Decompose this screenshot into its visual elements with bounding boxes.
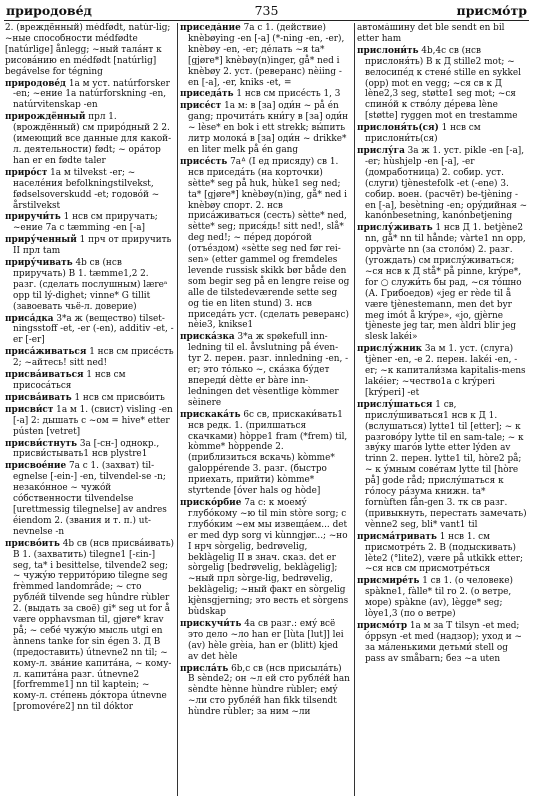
dictionary-entry <box>5 212 174 234</box>
entry-definition: 2. (вреждённый) médfødt, natúr-lig; ~ные способности médfødte [natúrlige] ånlegg; ~ный тала́нт к рисова́нию en médfødt [natúrlig] begávelse for tégning <box>5 23 171 77</box>
dictionary-entry <box>357 123 528 145</box>
dictionary-entry <box>5 112 174 167</box>
dictionary-entry <box>357 344 528 399</box>
dictionary-entry <box>5 168 174 212</box>
entry-definition: 1a м за Т tilsyn -et med; óppsyn -et med (надзор); уход и ~ за ма́ленькими детьми́ stell og pass av småbarn; без ~а uten <box>365 620 522 664</box>
entry-definition: 7a с 1. (действие) knèbøying -en [-a] (*-ning -en, -er), knèbøy -en, -er; де́лать ~я ta* [gjøre*] knèbøy(n)inger, gå* ned i knèbøy 2. уст. (реверанс) nèiing -en [-a], -er, kniks -et, = <box>188 23 345 88</box>
dictionary-entry <box>180 157 350 332</box>
entry-definition: 1 нсв см присе́сть 2; ~айтесь! sitt ned! <box>13 347 174 369</box>
dictionary-entry <box>5 439 174 461</box>
dictionary-entry <box>5 23 174 78</box>
entry-definition: прл 1. (врождённый) см приро́дный 2 2. (имеющий все данные для какой-л. деятельности) født; ~ ора́тор han er en fødte taler <box>13 112 172 166</box>
headword: приручи́ть <box>5 212 61 223</box>
dictionary-entry <box>5 539 174 714</box>
dictionary-entry <box>180 498 350 618</box>
entry-definition: 1 прч от приручить II прл tam <box>13 235 172 257</box>
headword: присмире́ть <box>357 576 420 587</box>
dictionary-entry <box>5 235 174 257</box>
dictionary-entry <box>180 619 350 663</box>
headword: присла́ть <box>180 663 229 674</box>
headword: прислу́жник <box>357 344 423 355</box>
headword: присма́тривать <box>357 531 437 542</box>
headword: приска́зка <box>180 332 235 343</box>
headword: присмо́тр <box>357 620 408 631</box>
headword: прислоня́ть(ся) <box>357 123 439 134</box>
column-3 <box>357 23 528 798</box>
column-divider-1 <box>177 23 178 796</box>
entry-definition: 1 св, прислу́шиваться1 нсв к Д 1. (вслушаться) lytte1 til [etter]; ~ к разгово́ру lytte til en sam-tale; ~ к зву́ку шаго́в lytte etter lýden av trinn 2. перен. lytte1 til, hòre2 på; ~ к у́мным сове́там lytte til [hòre på] gode råd; прислу́шаться к го́лосу ра́зума книжн. ta* fornùften fån-gen 3. тк св разг. (привыкнуть, перестать замечать) vènne2 seg, bli* vant1 til <box>365 399 527 530</box>
dictionary-entry <box>357 621 528 665</box>
entry-definition: 3a м 1. уст. (слуга) tjèner -en, -e 2. перен. lakéi -en, -er; ~к капитали́зма kapitalis-mens lakéier; ~чество1a с krýperi [krýperi] -et <box>365 344 526 398</box>
entry-definition: 1 нсв 1. см присмотре́ть 2. В (подыскивать) lète2 (°lite2), være på utkikk etter; ~ся нсв см присмотре́ться <box>365 531 523 575</box>
dictionary-entry <box>5 461 174 537</box>
entry-definition: 1a м 1. (свист) visling -en [-a] 2: дышать с ~ом = hive* etter pústen [vetret] <box>13 404 173 437</box>
headword: приседа́ть <box>180 89 234 100</box>
entry-definition: 4b св (нсв присва́ивать) В 1. (захватить) tilegne1 [-ɛin-] seg, ta* i besittelse, tilvende2 seg; ~ чужу́ю террито́рию tilegne seg frèmmed landomrâde; ~ сто рубле́й tilvende seg hûndre rùbler 2. (выдать за своё) gi* seg ut for å være opphavsman til, gjøre* krav på; ~ себе́ чужу́ю мысль utgi en ànnens tanke for sin égen 3. Д В (предоставить) útnevne2 nn til; ~ кому-л. зва́ние капита́на, ~ кому-л. капита́на разг. útnevne2 [forfremme1] nn til kaptein; ~ кому-л. сте́пень до́ктора útnevne [promovére2] nn til dóktor <box>13 538 174 713</box>
header-left-guide-word: природове́д <box>6 3 92 18</box>
entry-definition: 7a с 1. (захват) til-egnelse [-ein-] -en, tilvendel-se -n; незако́нное ~ чужо́й со́бственности tilvendelse [urettmessig tilegnelse] av andres éiendom 2. (звания и т. п.) ut-nevnelse -n <box>13 461 167 537</box>
headword: приру́ченный <box>5 235 77 246</box>
header-right-guide-word: присмо́тр <box>456 3 527 18</box>
headword: приро́ст <box>5 167 48 178</box>
dictionary-entry <box>357 223 528 343</box>
headword: приседа́ние <box>180 23 241 33</box>
entry-definition: 1 св 1. (о человеке) spàkne1, fàlle* til ro 2. (о ветре, море) spàkne (av), lègge* seg; lòye1,3 (по о ветре) <box>365 576 513 620</box>
entry-definition: 4b,4c св (нсв прислоня́ть) В к Д stille2 mot; ~ велосипе́д к стене́ stille en sykkel (opp) mot en vegg; ~ся св к Д lène2,3 seg, støtte1 seg mot; ~ся спино́й к ство́лу де́рева lène [støtte] ryggen mot en trestamme <box>365 45 521 122</box>
entry-definition: 1a м tilvekst -er; ~ населе́ния befolkningstilvekst, fødselsoverskudd -et; годово́й ~ årstilvekst <box>13 167 160 211</box>
entry-definition: 7aᐞ (I ед присяду) св 1. нсв приседа́ть (на корточки) sètte* seg på huk, hùke1 seg ned; ta* [gjøre*] knèbøy(n)ing, gå* ned i knèbøy спорт. 2. нсв приса́живаться (сесть) sètte* ned, sètte* seg; прися́дь! sitt ned!, slå* deg ned!; ~ пе́ред доро́гой (отъе́здом) «sètte seg ned før rei-sen» (etter gammel og fremdeles levende russisk skikk bør både den som begir seg på en lengre reise og alle de tilstedeværende sette seg og tie en liten stund) 3. нсв приседа́ть уст. (сделать реверанс) nèie3, knikse1 <box>188 156 350 331</box>
entry-definition: 1a м уст. natúrforsker -en; ~ение 1a natúrforskning -en, natúrvitenskap -en <box>13 78 170 111</box>
entry-definition: 1 нсв см прислони́ть(ся) <box>365 123 481 145</box>
entry-definition: 1a м: в [за] оди́н ~ på én gang; прочита́ть кни́гу в [за] оди́н ~ lèse* en bok i ett strekk; вы́пить литр молока́ в [за] оди́н ~ drikke* en liter melk på én gang <box>188 101 349 155</box>
column-1 <box>5 23 174 798</box>
entry-definition: 1 нсв см присоса́ться <box>13 370 126 391</box>
dictionary-entry <box>5 258 174 313</box>
headword: прислу́га <box>357 145 405 156</box>
headword: прирождённый <box>5 112 86 123</box>
page-header <box>6 0 527 22</box>
headword: присе́ст <box>180 101 222 112</box>
entry-definition: 7a с: к моему́ глубо́кому ~ю til min stòre sorg; с глубо́ким ~ем мы извеща́ем... det er med dyp sorg vi kùnngjør...; ~но I нрч sòrgelig, bedrøvelig, beklàgelig II в знач. сказ. det er sòrgelig [bedrøvelig, beklàgelig]; ~ный прл sòrge-lig, bedrøvelig, beklàgelig; ~ный факт en sòrgelig kjènsgjerning; это весть et sòrgens bùdskap <box>188 497 349 618</box>
headword: приса́дка <box>5 313 54 324</box>
column-divider-2 <box>354 23 355 796</box>
dictionary-entry <box>180 101 350 156</box>
dictionary-entry <box>357 146 528 222</box>
headword: присвое́ние <box>5 461 67 472</box>
dictionary-entry <box>180 332 350 408</box>
headword: приру́чивать <box>5 258 73 269</box>
dictionary-entry <box>5 405 174 438</box>
headword: приско́рбие <box>180 497 242 508</box>
entry-definition: 3*a ж (вещество) tilset-ningsstoff -et, -er (-en), additiv -et, -er [-er] <box>13 313 174 346</box>
headword: присви́ст <box>5 404 54 415</box>
dictionary-entry <box>357 23 528 45</box>
entry-definition: 3a [-сн-] однокр., присви́стывать1 нсв plystre1 <box>13 438 160 460</box>
dictionary-entry <box>5 370 174 392</box>
dictionary-entry <box>180 89 350 100</box>
headword: приса́живаться <box>5 347 87 358</box>
dictionary-entry <box>180 23 350 88</box>
headword: присво́ить <box>5 538 60 549</box>
column-2 <box>180 23 350 798</box>
dictionary-entry <box>357 532 528 576</box>
dictionary-entry <box>5 347 174 369</box>
dictionary-entry <box>5 314 174 347</box>
headword: прискучи́ть <box>180 618 242 629</box>
headword: присва́иваться <box>5 370 84 381</box>
headword: присе́сть <box>180 156 228 167</box>
entry-definition: 3*a ж spøkefull inn-ledning til el. åvslutning på éven-tyr 2. перен. разг. innledning -en, -er; это то́лько ~, ска́зка бу́дет впереди́ dètte er bàre inn-ledningen det vèsentlige kòmmer sèinere <box>188 332 349 408</box>
entry-definition: 3a ж 1. уст. pikle -en [-a], -er; hùshjelp -en [-a], -er (домработница) 2. собир. уст. (слуги) tjènestefolk -et (-ene) 3. собир. воен. (расчёт) be-tjèning -en [-a], besètning -en; ору́дийная ~ kanónbesetning, kanónbetjening <box>365 145 528 222</box>
entry-definition: 6b,c св (нсв присыла́ть) В sènde2; он ~л ей сто рубле́й han sèndte hènne hùndre rùbler; ему́ ~ли сто рубле́й han fikk tilsendt hùndre rùbler; за ним ~ли <box>188 663 350 718</box>
header-rule <box>4 20 529 21</box>
entry-definition: автома́шину det ble sendt en bil etter ham <box>357 23 505 44</box>
headword: прискака́ть <box>180 409 241 420</box>
headword: присва́ивать <box>5 392 72 403</box>
entry-definition: 1 нсв Д 1. betjène2 nn, gå* nn til hånde; vàrte1 nn opp, oppvàrte nn (за столо́м) 2. разг. (угождать) см прислу́живаться; ~ся нсв к Д stå* på pinne, krýpe*, for ○ служи́ть бы рад, ~ся то́шно (А. Грибоедов) «jeg er rède til å være tjènestemann, men det byr meg imót å krýpe», «jo, gjèrne tjèneste jeg tar, men àldri blir jeg slesk lakéi» <box>365 223 526 343</box>
entry-definition: 6c св, прискаки́вать1 нсв редк. 1. (прилшаться скачками) hòppe1 fram (*frem) til, kòmme* hòppende 2. (приблизиться вскачь) kòmme* galoppérende 3. разг. (быстро приехать, прийти) kòmme* styrtende [óver hals og hòde] <box>188 409 348 497</box>
dictionary-entry <box>357 400 528 531</box>
headword: природове́д <box>5 78 66 89</box>
dictionary-entry <box>357 46 528 122</box>
dictionary-entry <box>180 410 350 497</box>
entry-definition: 1 нсв см присво́ить <box>74 392 165 403</box>
dictionary-entry <box>5 79 174 112</box>
headword: прислу́живать <box>357 223 433 234</box>
dictionary-entry <box>357 576 528 620</box>
page-number: 735 <box>254 3 279 18</box>
entry-definition: 1 нсв см присе́сть 1, 3 <box>236 89 341 100</box>
headword: прислони́ть <box>357 45 419 56</box>
headword: прислу́шаться <box>357 399 433 410</box>
dictionary-entry <box>180 664 350 719</box>
entry-definition: 4b св (нсв приручать) В 1. tæmme1,2 2. разг. (сделать послушным) læreᵃ opp til lý-dighet; vinne* G tillit (завоевать чьё-л. доверие) <box>13 258 168 312</box>
entry-definition: 4a св разг.: ему́ всё это дело ~ло han er [lùta [lut]] lei (av) hèle grèia, han er (blitt) kjed av det hèle <box>188 618 344 662</box>
entry-definition: 1 нсв см приручать; ~ение 7a с tæmming -en [-a] <box>13 212 158 234</box>
dictionary-entry <box>5 393 174 404</box>
headword: присви́стнуть <box>5 438 78 449</box>
